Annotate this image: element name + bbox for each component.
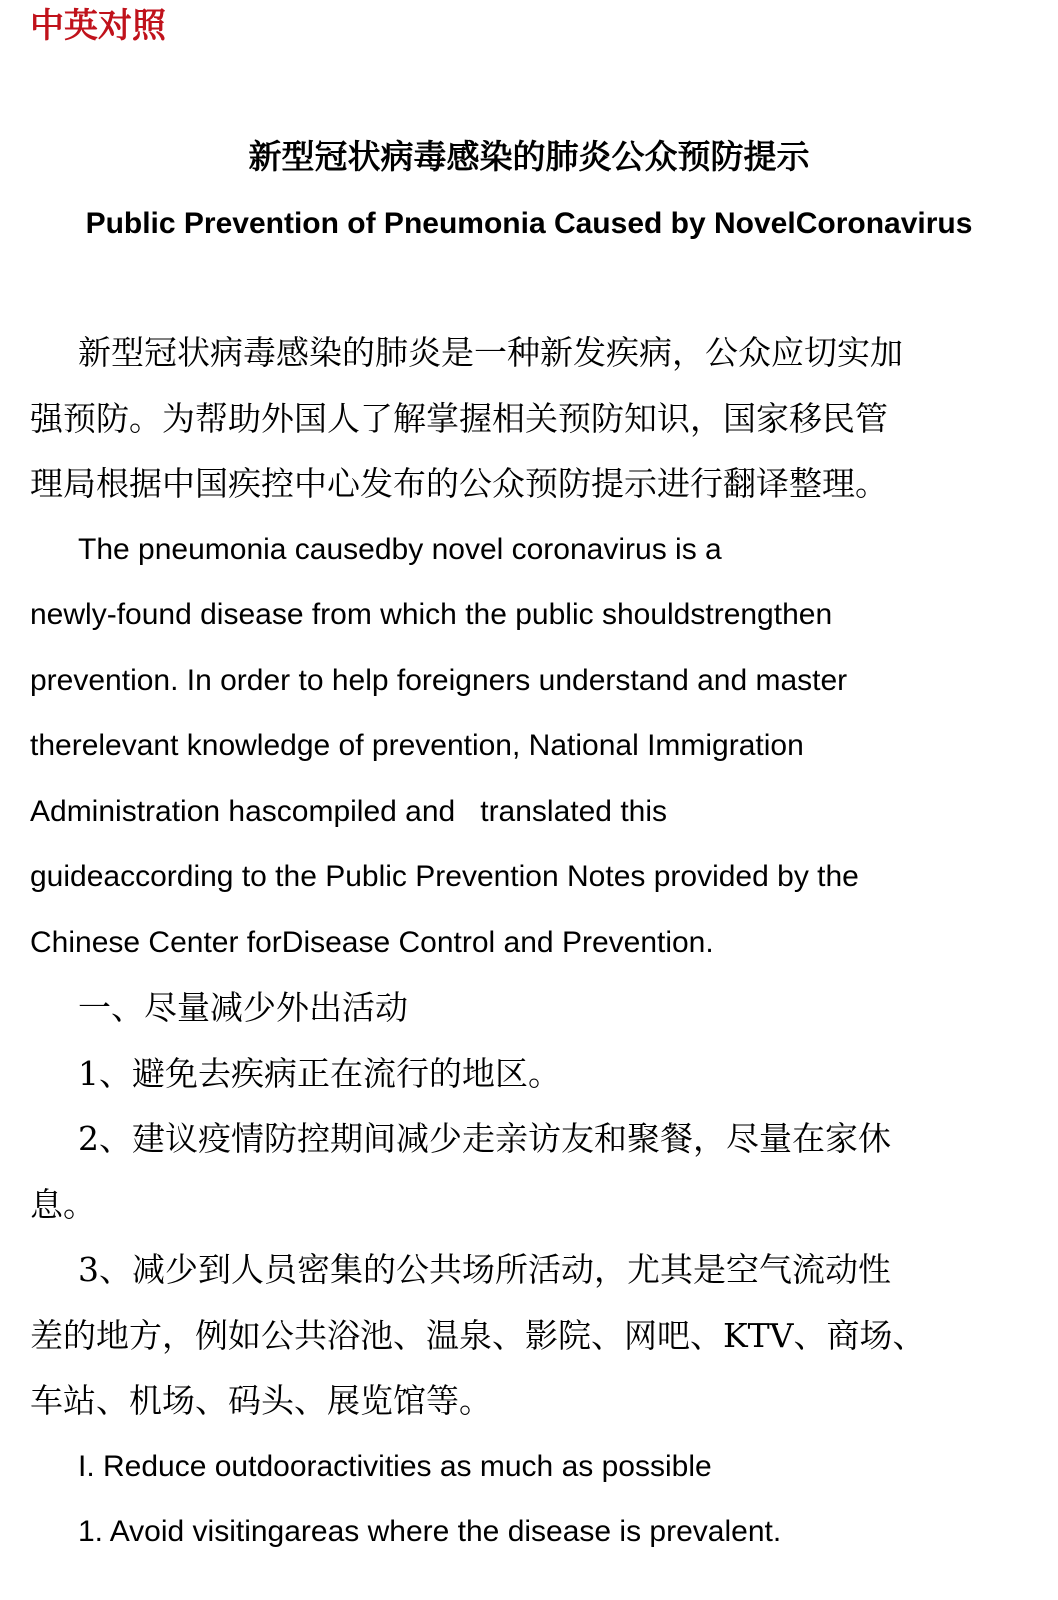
intro-en-line: Chinese Center forDisease Control and Prevention. bbox=[30, 925, 714, 959]
section-heading-en: I. Reduce outdooractivities as much as possible bbox=[78, 1449, 712, 1483]
title-english: Public Prevention of Pneumonia Caused by NovelCoronavirus bbox=[85, 207, 973, 240]
section1-english bbox=[30, 1434, 1005, 1565]
list-item-zh: 3、减少到人员密集的公共场所活动，尤其是空气流动性 bbox=[78, 1250, 891, 1289]
list-item-zh-cont: 车站、机场、码头、展览馆等。 bbox=[30, 1381, 492, 1420]
intro-zh-line: 新型冠状病毒感染的肺炎是一种新发疾病，公众应切实加 bbox=[78, 333, 903, 372]
intro-english-paragraph bbox=[30, 517, 1005, 976]
intro-en-line: newly-found disease from which the public shouldstrengthen bbox=[30, 598, 833, 631]
bilingual-tag: 中英对照 bbox=[30, 6, 166, 46]
intro-en-line: guideaccording to the Public Prevention Notes provided by the bbox=[30, 860, 859, 893]
intro-en-line: prevention. In order to help foreigners understand and master bbox=[30, 663, 848, 697]
intro-zh-line: 强预防。为帮助外国人了解掌握相关预防知识，国家移民管 bbox=[30, 398, 888, 438]
intro-en-line: The pneumonia causedby novel coronavirus is a bbox=[78, 532, 722, 566]
section1-chinese bbox=[30, 975, 1005, 1434]
list-item-zh-cont: 差的地方，例如公共浴池、温泉、影院、网吧、KTV、商场、 bbox=[30, 1315, 926, 1355]
list-item-en: 1. Avoid visitingareas where the disease is prevalent. bbox=[78, 1515, 782, 1548]
list-item-zh: 2、建议疫情防控期间减少走亲访友和聚餐，尽量在家休 bbox=[78, 1119, 891, 1158]
intro-chinese-paragraph bbox=[30, 320, 1005, 517]
intro-zh-line: 理局根据中国疾控中心发布的公众预防提示进行翻译整理。 bbox=[30, 464, 888, 503]
list-item-zh-cont: 息。 bbox=[30, 1184, 96, 1224]
document-body bbox=[30, 320, 1005, 1565]
title-chinese: 新型冠状病毒感染的肺炎公众预防提示 bbox=[248, 137, 810, 176]
intro-en-line: Administration hascompiled and translated this bbox=[30, 794, 668, 828]
section-heading-zh: 一、尽量减少外出活动 bbox=[78, 988, 408, 1027]
list-item-zh: 1、避免去疾病正在流行的地区。 bbox=[78, 1053, 561, 1093]
intro-en-line: therelevant knowledge of prevention, National Immigration bbox=[30, 729, 804, 762]
